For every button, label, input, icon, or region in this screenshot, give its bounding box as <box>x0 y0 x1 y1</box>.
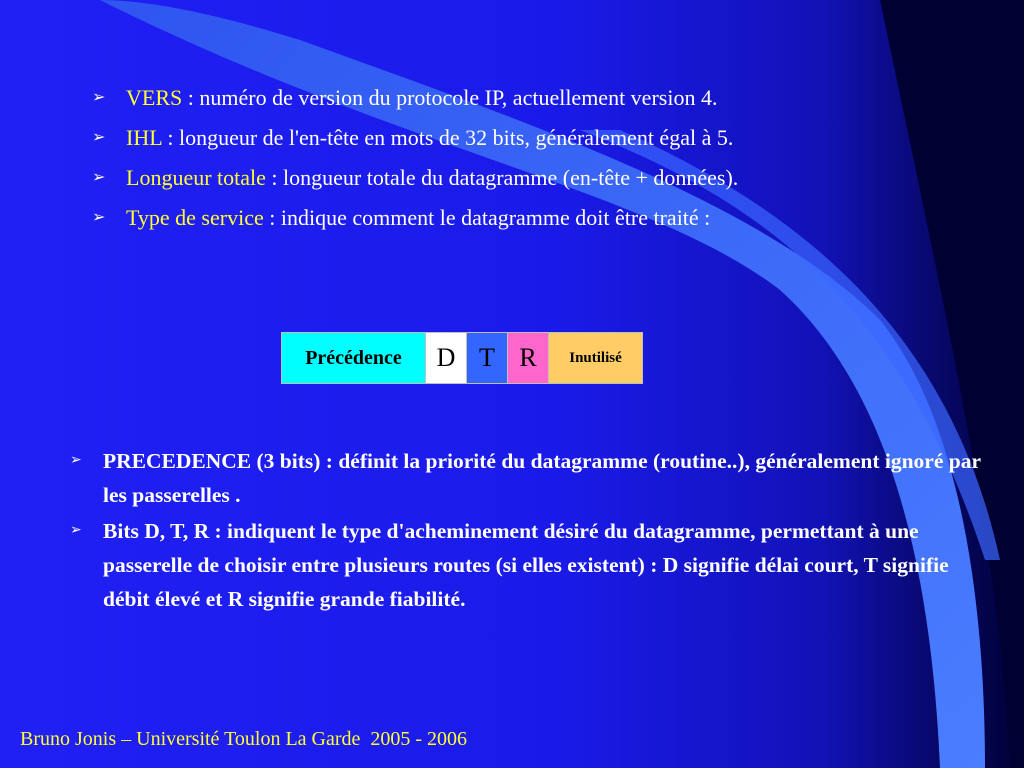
arrow-bullet-icon: ➢ <box>70 453 82 468</box>
table-row <box>282 333 643 384</box>
field-description: : longueur totale du datagramme (en-tête + données). <box>265 165 739 190</box>
cell-t: T <box>467 333 508 384</box>
list-item <box>92 164 952 204</box>
arrow-bullet-icon: ➢ <box>70 523 82 538</box>
field-term: VERS <box>126 85 183 110</box>
arrow-bullet-icon: ➢ <box>92 89 106 106</box>
field-description: : indique comment le datagramme doit être traité : <box>263 205 711 230</box>
explanation-text: Bits D, T, R : indiquent le type d'acheminement désiré du datagramme, permettant à une passerelle de choisir entre plusieurs routes (si elles existent) : D signifie délai court, T signifie débit élevé et R signifie grande fiabilité. <box>103 519 949 611</box>
field-list <box>92 84 952 244</box>
cell-r: R <box>508 333 549 384</box>
explanation-list <box>70 444 990 616</box>
list-item <box>92 84 952 124</box>
type-of-service-table <box>281 332 643 384</box>
list-item <box>70 444 990 512</box>
explanation-text: PRECEDENCE (3 bits) : définit la priorité du datagramme (routine..), généralement ignoré par les passerelles . <box>103 449 981 507</box>
arrow-bullet-icon: ➢ <box>92 209 106 226</box>
list-item <box>92 204 952 244</box>
arrow-bullet-icon: ➢ <box>92 169 106 186</box>
field-description: : longueur de l'en-tête en mots de 32 bits, généralement égal à 5. <box>161 125 734 150</box>
arrow-bullet-icon: ➢ <box>92 129 106 146</box>
field-term: Longueur totale <box>126 165 266 190</box>
list-item <box>92 124 952 164</box>
slide-footer: Bruno Jonis – Université Toulon La Garde 2005 - 2006 <box>20 728 468 750</box>
field-description: : numéro de version du protocole IP, actuellement version 4. <box>182 85 718 110</box>
field-term: IHL <box>126 125 162 150</box>
list-item <box>70 514 990 616</box>
cell-unused: Inutilisé <box>549 333 643 384</box>
cell-precedence: Précédence <box>282 333 426 384</box>
cell-d: D <box>426 333 467 384</box>
field-term: Type de service <box>126 205 264 230</box>
